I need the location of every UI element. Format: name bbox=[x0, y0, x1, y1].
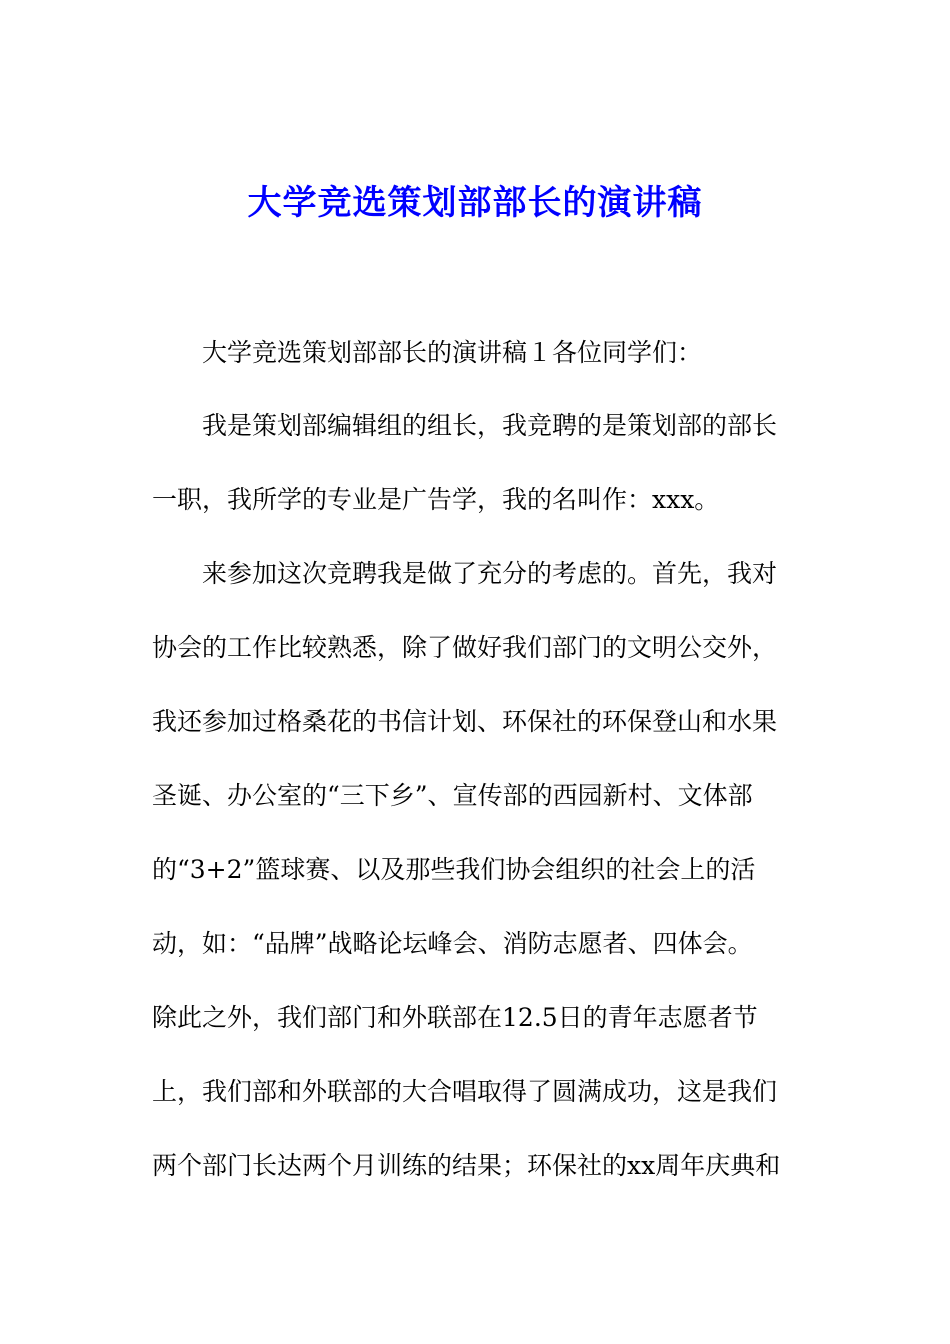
paragraph-line: 的“3+2”篮球赛、以及那些我们协会组织的社会上的活 bbox=[152, 855, 756, 884]
paragraph-line: 上，我们部和外联部的大合唱取得了圆满成功，这是我们 bbox=[152, 1077, 778, 1106]
paragraph-line: 一职，我所学的专业是广告学，我的名叫作：xxx。 bbox=[152, 485, 720, 514]
paragraph-line: 我是策划部编辑组的组长，我竞聘的是策划部的部长 bbox=[202, 411, 778, 440]
paragraph-line: 来参加这次竞聘我是做了充分的考虑的。首先，我对 bbox=[202, 559, 778, 588]
paragraph-line: 动，如：“品牌”战略论坛峰会、消防志愿者、四体会。 bbox=[152, 929, 753, 958]
paragraph-line: 协会的工作比较熟悉，除了做好我们部门的文明公交外， bbox=[152, 633, 778, 662]
document-title: 大学竞选策划部部长的演讲稿 bbox=[247, 183, 703, 223]
paragraph-line: 两个部门长达两个月训练的结果；环保社的xx周年庆典和 bbox=[152, 1151, 781, 1180]
paragraph-line: 大学竞选策划部部长的演讲稿１各位同学们： bbox=[202, 338, 703, 367]
paragraph-line: 圣诞、办公室的“三下乡”、宣传部的西园新村、文体部 bbox=[152, 781, 753, 810]
paragraph-line: 我还参加过格桑花的书信计划、环保社的环保登山和水果 bbox=[152, 707, 778, 736]
paragraph-line: 除此之外，我们部门和外联部在12.5日的青年志愿者节 bbox=[152, 1003, 758, 1032]
